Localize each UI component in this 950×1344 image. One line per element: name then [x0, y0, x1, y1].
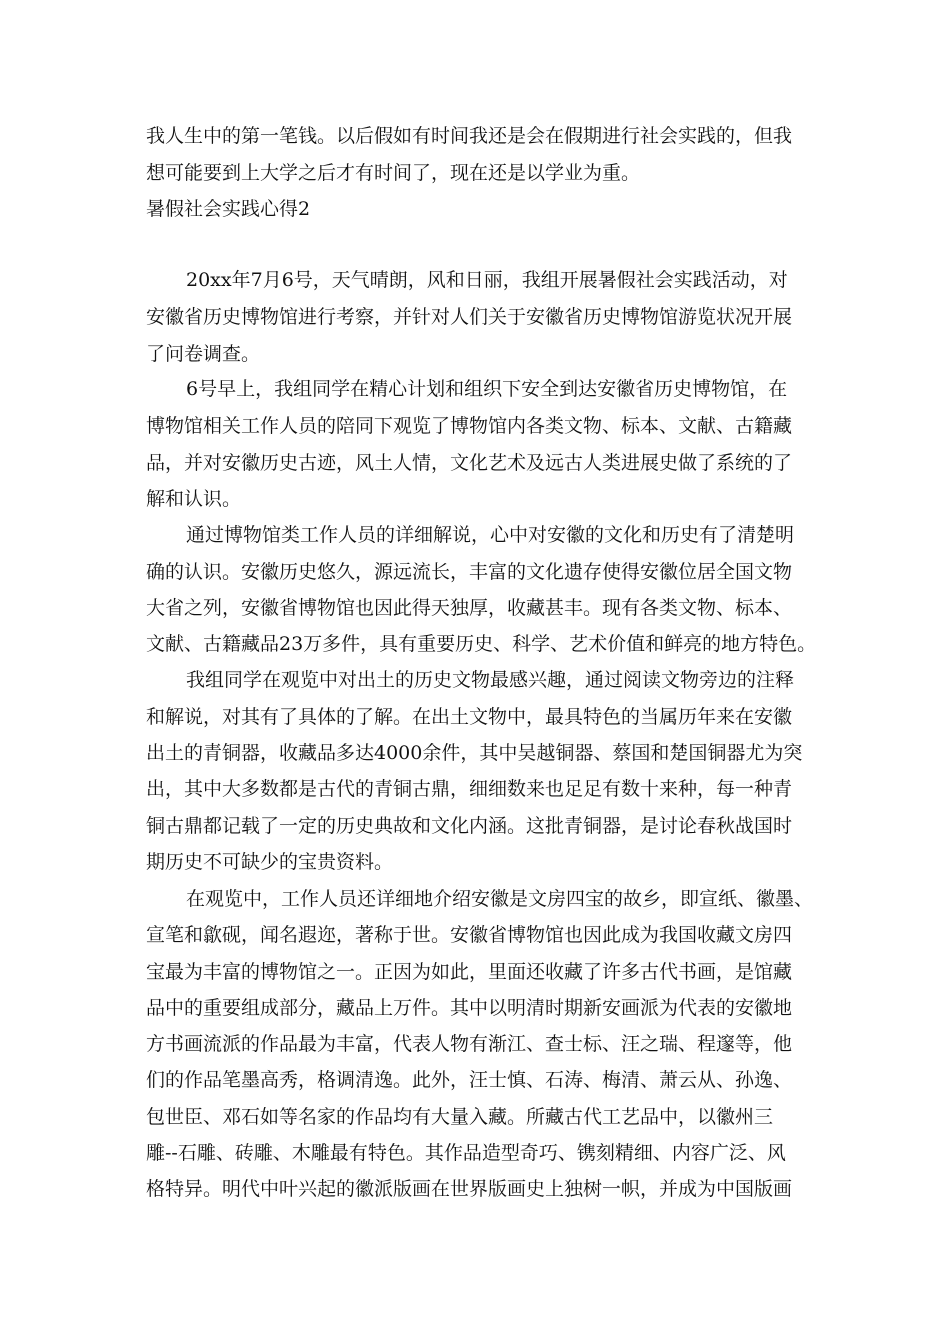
- text-line: 我人生中的第一笔钱。以后假如有时间我还是会在假期进行社会实践的，但我: [146, 125, 793, 147]
- text-line: 雕--石雕、砖雕、木雕最有特色。其作品造型奇巧、镌刻精细、内容广泛、风: [146, 1142, 786, 1164]
- text-line: 博物馆相关工作人员的陪同下观览了博物馆内各类文物、标本、文献、古籍藏: [146, 415, 793, 437]
- paragraph-first-line: 我组同学在观览中对出土的历史文物最感兴趣，通过阅读文物旁边的注释: [186, 669, 795, 691]
- text-line: 想可能要到上大学之后才有时间了，现在还是以学业为重。: [146, 162, 641, 184]
- section-heading: 暑假社会实践心得2: [146, 198, 311, 220]
- text-line: 和解说，对其有了具体的了解。在出土文物中，最具特色的当属历年来在安徽: [146, 706, 793, 728]
- text-line: 品中的重要组成部分，藏品上万件。其中以明清时期新安画派为代表的安徽地: [146, 997, 793, 1019]
- text-line: 出土的青铜器，收藏品多达4000余件，其中吴越铜器、蔡国和楚国铜器尤为突: [146, 742, 803, 764]
- paragraph-first-line: 6号早上，我组同学在精心计划和组织下安全到达安徽省历史博物馆，在: [186, 378, 788, 400]
- text-line: 方书画流派的作品最为丰富，代表人物有渐江、查士标、汪之瑞、程邃等，他: [146, 1033, 793, 1055]
- text-line: 品，并对安徽历史古迹，风土人情，文化艺术及远古人类进展史做了系统的了: [146, 452, 793, 474]
- text-line: 期历史不可缺少的宝贵资料。: [146, 851, 394, 873]
- text-line: 格特异。明代中叶兴起的徽派版画在世界版画史上独树一帜，并成为中国版画: [146, 1178, 793, 1200]
- text-line: 确的认识。安徽历史悠久，源远流长，丰富的文化遗存使得安徽位居全国文物: [146, 561, 793, 583]
- text-line: 安徽省历史博物馆进行考察，并针对人们关于安徽省历史博物馆游览状况开展: [146, 306, 793, 328]
- text-line: 出，其中大多数都是古代的青铜古鼎，细细数来也足足有数十来种，每一种青: [146, 778, 793, 800]
- text-line: 文献、古籍藏品23万多件，具有重要历史、科学、艺术价值和鲜亮的地方特色。: [146, 633, 817, 655]
- text-line: 们的作品笔墨高秀，格调清逸。此外，汪士慎、石涛、梅清、萧云从、孙逸、: [146, 1069, 793, 1091]
- paragraph-first-line: 在观览中，工作人员还详细地介绍安徽是文房四宝的故乡，即宣纸、徽墨、: [186, 888, 814, 910]
- text-line: 包世臣、邓石如等名家的作品均有大量入藏。所藏古代工艺品中，以徽州三: [146, 1106, 774, 1128]
- text-line: 解和认识。: [146, 488, 242, 510]
- text-line: 大省之列，安徽省博物馆也因此得天独厚，收藏甚丰。现有各类文物、标本、: [146, 597, 793, 619]
- text-line: 铜古鼎都记载了一定的历史典故和文化内涵。这批青铜器，是讨论春秋战国时: [146, 815, 793, 837]
- paragraph-first-line: 通过博物馆类工作人员的详细解说，心中对安徽的文化和历史有了清楚明: [186, 524, 795, 546]
- paragraph-first-line: 20xx年7月6号，天气晴朗，风和日丽，我组开展暑假社会实践活动，对: [186, 269, 788, 291]
- text-line: 宝最为丰富的博物馆之一。正因为如此，里面还收藏了许多古代书画，是馆藏: [146, 961, 793, 983]
- text-line: 了问卷调查。: [146, 343, 261, 365]
- text-line: 宣笔和歙砚，闻名遐迩，著称于世。安徽省博物馆也因此成为我国收藏文房四: [146, 924, 793, 946]
